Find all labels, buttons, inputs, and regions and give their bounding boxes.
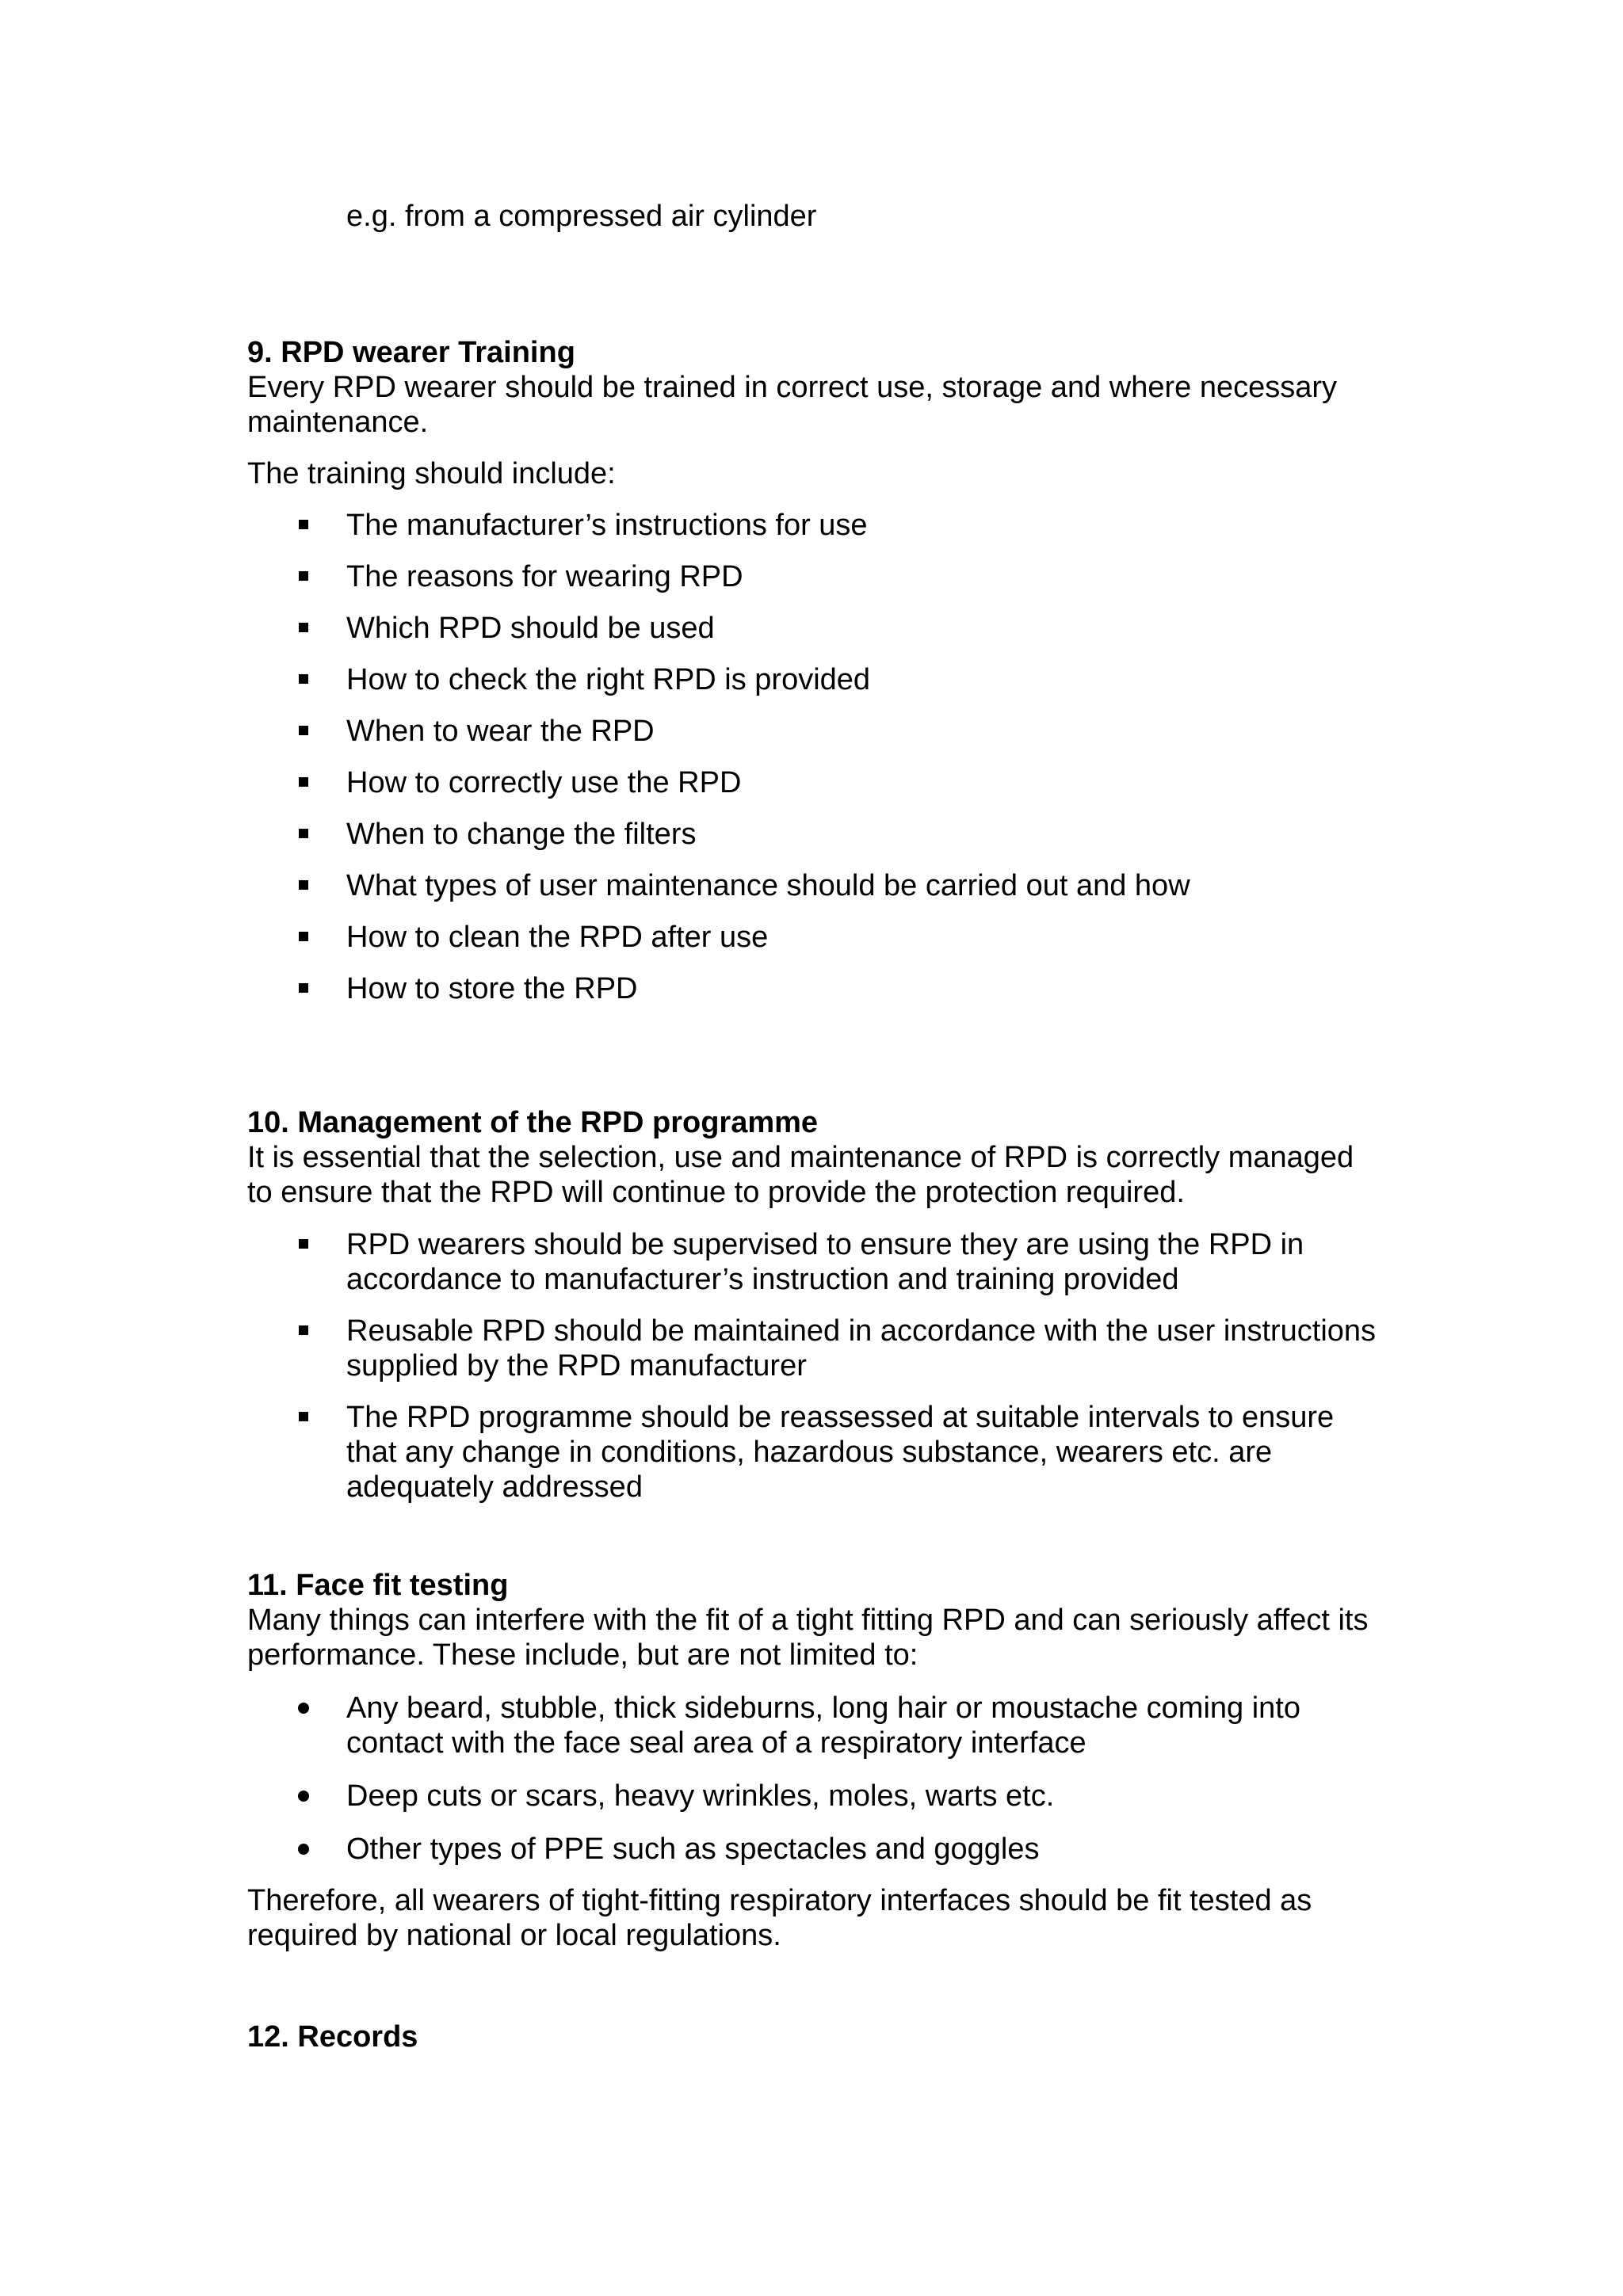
square-bullet-icon <box>299 1412 308 1421</box>
list-item: When to wear the RPD <box>346 715 655 748</box>
section-9-paragraph-line: maintenance. <box>247 406 429 439</box>
section-9-paragraph-line: Every RPD wearer should be trained in correct use, storage and where necessary <box>247 371 1338 404</box>
square-bullet-icon <box>299 623 308 632</box>
list-item-continuation: accordance to manufacturer’s instruction and training provided <box>346 1263 1179 1296</box>
list-item: How to clean the RPD after use <box>346 921 769 954</box>
square-bullet-icon <box>299 1325 308 1335</box>
list-item: How to check the right RPD is provided <box>346 663 871 696</box>
intro-continuation: e.g. from a compressed air cylinder <box>346 200 817 233</box>
section-9-lead-in: The training should include: <box>247 457 616 490</box>
square-bullet-icon <box>299 983 308 993</box>
section-11-heading: 11. Face fit testing <box>247 1569 509 1602</box>
square-bullet-icon <box>299 1239 308 1249</box>
list-item-continuation: contact with the face seal area of a respiratory interface <box>346 1726 1086 1760</box>
list-item: The RPD programme should be reassessed at suitable intervals to ensure <box>346 1401 1335 1434</box>
list-item: The reasons for wearing RPD <box>346 560 743 593</box>
round-bullet-icon <box>298 1844 309 1855</box>
list-item: Other types of PPE such as spectacles and goggles <box>346 1833 1040 1866</box>
square-bullet-icon <box>299 520 308 529</box>
list-item-continuation: supplied by the RPD manufacturer <box>346 1349 807 1383</box>
square-bullet-icon <box>299 880 308 890</box>
section-10-paragraph-line: to ensure that the RPD will continue to provide the protection required. <box>247 1176 1185 1209</box>
square-bullet-icon <box>299 932 308 941</box>
section-9-heading: 9. RPD wearer Training <box>247 336 575 369</box>
section-10-heading: 10. Management of the RPD programme <box>247 1106 819 1139</box>
list-item: Any beard, stubble, thick sideburns, long hair or moustache coming into <box>346 1691 1300 1725</box>
list-item: How to correctly use the RPD <box>346 766 742 799</box>
section-11-closing-line: required by national or local regulations. <box>247 1919 781 1952</box>
list-item: RPD wearers should be supervised to ensure they are using the RPD in <box>346 1228 1304 1261</box>
square-bullet-icon <box>299 777 308 787</box>
square-bullet-icon <box>299 571 308 581</box>
section-11-closing-line: Therefore, all wearers of tight-fitting respiratory interfaces should be fit tested as <box>247 1884 1312 1917</box>
list-item: What types of user maintenance should be carried out and how <box>346 869 1190 902</box>
list-item: Which RPD should be used <box>346 612 715 645</box>
round-bullet-icon <box>298 1703 309 1714</box>
square-bullet-icon <box>299 726 308 735</box>
list-item: When to change the filters <box>346 818 697 851</box>
square-bullet-icon <box>299 674 308 684</box>
list-item: Reusable RPD should be maintained in accordance with the user instructions <box>346 1314 1377 1348</box>
section-11-paragraph-line: performance. These include, but are not limited to: <box>247 1638 918 1672</box>
square-bullet-icon <box>299 829 308 838</box>
section-10-paragraph-line: It is essential that the selection, use and maintenance of RPD is correctly managed <box>247 1141 1354 1174</box>
list-item-continuation: adequately addressed <box>346 1470 643 1504</box>
list-item: The manufacturer’s instructions for use <box>346 509 868 542</box>
list-item-continuation: that any change in conditions, hazardous substance, wearers etc. are <box>346 1436 1273 1469</box>
section-12-heading: 12. Records <box>247 2020 418 2054</box>
section-11-paragraph-line: Many things can interfere with the fit of a tight fitting RPD and can seriously affect its <box>247 1604 1369 1637</box>
round-bullet-icon <box>298 1791 309 1802</box>
list-item: Deep cuts or scars, heavy wrinkles, moles, warts etc. <box>346 1779 1055 1813</box>
list-item: How to store the RPD <box>346 972 638 1005</box>
